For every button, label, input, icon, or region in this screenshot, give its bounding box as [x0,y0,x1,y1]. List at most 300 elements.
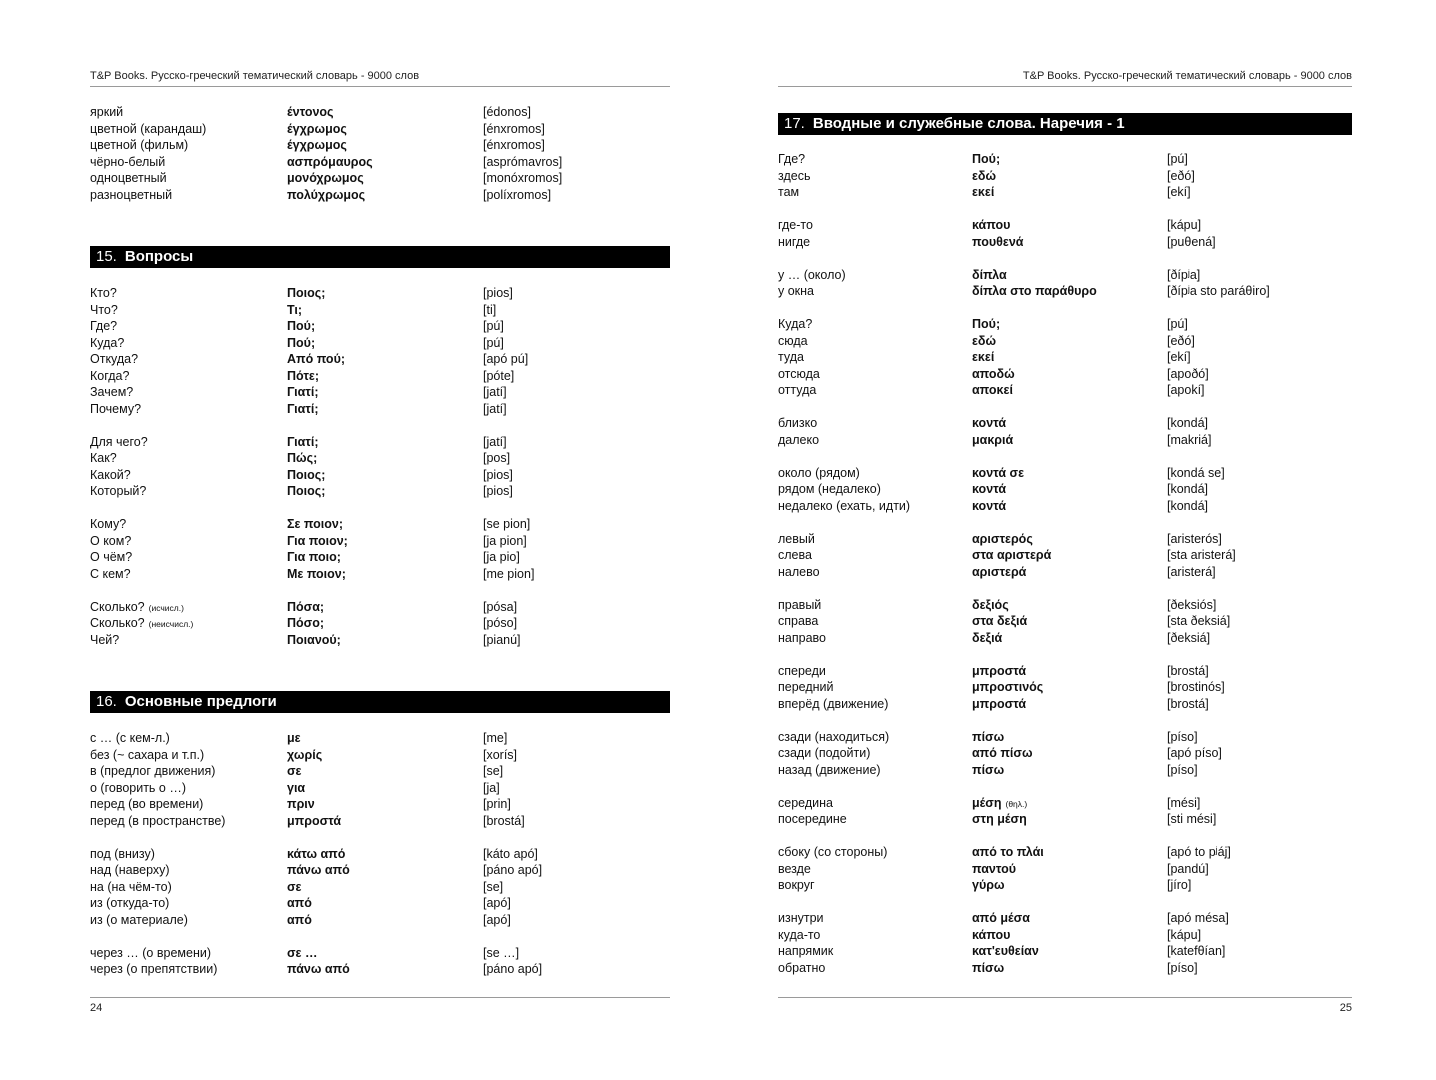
transcription: [apó] [483,896,511,910]
word-entry [90,335,670,352]
greek-word: κάπου [972,927,1011,942]
greek-word: στη μέση [972,812,1027,826]
transcription: [se] [483,764,504,778]
transcription: [pú] [483,319,504,333]
word-entry [90,351,670,368]
russian-word: с … (с кем-л.) [90,731,170,745]
russian-word: там [778,185,800,199]
transcription: [píso] [1167,960,1198,975]
russian-word: через … (о времени) [90,945,211,960]
russian-word: левый [778,531,815,546]
greek-word: Πόσο; [287,616,325,630]
russian-word: Куда? [778,317,813,331]
russian-word: Зачем? [90,385,134,399]
greek-word: Πού; [972,317,1001,331]
word-entry [90,945,670,962]
russian-word: Как? [90,451,117,465]
word-entry [778,762,1352,779]
transcription: [pósa] [483,599,518,614]
word-entry [778,679,1352,696]
russian-word: на (на чём-то) [90,879,172,894]
word-entry [778,366,1352,383]
word-entry [778,234,1352,251]
greek-word: εδώ [972,333,997,348]
section-header-15 [90,246,670,268]
greek-word: Γιατί; [287,434,319,449]
gender-note: (θηλ.) [1005,798,1028,809]
word-entry [778,943,1352,960]
russian-word: недалеко (ехать, идти) [778,498,911,513]
russian-word: без (~ сахара и т.п.) [90,747,205,762]
word-entry [90,763,670,780]
russian-word: назад (движение) [778,762,881,777]
word-entry [90,615,670,632]
word-entry [778,415,1352,432]
word-entry [778,844,1352,861]
word-entry [778,877,1352,894]
greek-word: αριστερά [972,564,1027,579]
greek-word: για [287,780,306,795]
greek-word: ασπρόμαυρος [287,154,373,169]
word-entry [778,432,1352,449]
russian-word: сзади (подойти) [778,746,871,760]
word-entry [90,730,670,747]
russian-word: Откуда? [90,352,139,366]
greek-word: πολύχρωμος [287,187,366,202]
transcription: [apó] [483,912,511,927]
greek-word: Γιατί; [287,385,319,399]
transcription: [makriá] [1167,432,1212,447]
greek-word: πίσω [972,762,1005,777]
word-list-section-17 [778,151,1352,976]
transcription: [páno apó] [483,863,543,877]
russian-word: направо [778,630,826,645]
greek-word: από πίσω [972,746,1033,760]
greek-word: Για ποιον; [287,533,348,548]
word-entry [778,597,1352,614]
greek-word: Πότε; [287,368,319,383]
greek-word: κοντά σε [972,465,1025,480]
transcription: [katefθían] [1167,944,1226,958]
greek-word: από [287,912,312,927]
transcription: [sta ðeksiá] [1167,614,1231,628]
russian-word: изнутри [778,911,824,925]
transcription: [pú] [483,335,504,350]
word-entry [90,483,670,500]
word-entry [778,184,1352,201]
greek-word: μπροστινός [972,680,1044,694]
russian-word: Кто? [90,286,117,300]
russian-word-with-note [90,615,193,633]
word-entry [90,137,670,154]
word-entry [90,384,670,401]
word-entry [90,813,670,830]
greek-word: πίσω [972,729,1005,744]
transcription: [pandú] [1167,861,1209,876]
greek-word: Γιατί; [287,401,319,416]
russian-word: о (говорить о …) [90,780,187,795]
word-entry [778,465,1352,482]
russian-word: Сколько? [90,599,145,614]
transcription: [pos] [483,451,511,465]
word-entry [778,283,1352,300]
right-page [718,0,1436,1080]
russian-word: отсюда [778,366,820,381]
russian-word: в (предлог движения) [90,764,216,778]
russian-word: налево [778,564,820,579]
russian-word: Который? [90,484,147,498]
word-entry [90,599,670,616]
russian-word: близко [778,416,818,430]
greek-word: Ποιος; [287,484,326,498]
section-number: 15. [96,248,117,265]
word-entry [90,961,670,978]
greek-word: σε [287,879,302,894]
russian-word: яркий [90,105,124,119]
greek-word: παντού [972,861,1017,876]
transcription: [me pion] [483,566,535,581]
russian-word: перед (во времени) [90,797,204,811]
transcription: [pios] [483,286,513,300]
page-number: 24 [90,1002,103,1014]
greek-word: έγχρωμος [287,121,347,136]
russian-word: С кем? [90,566,131,581]
greek-word: δίπλα [972,267,1007,282]
word-entry [778,795,1352,812]
word-entry [90,912,670,929]
transcription: [ekí] [1167,185,1191,199]
word-entry [90,401,670,418]
greek-word: χωρίς [287,747,323,762]
transcription: [póso] [483,616,518,630]
transcription: [se] [483,879,504,894]
word-entry [90,632,670,649]
word-entry [778,481,1352,498]
transcription: [asprómavros] [483,154,563,169]
transcription: [jíro] [1167,878,1192,892]
running-head: T&P Books. Русско-греческий тематический словарь - 9000 слов [1022,70,1352,82]
word-entry [90,154,670,171]
greek-word: εδώ [972,168,997,183]
word-entry [778,910,1352,927]
transcription: [políxromos] [483,187,552,202]
greek-word: Πού; [287,319,316,333]
word-entry [90,450,670,467]
transcription: [ðeksiá] [1167,630,1211,645]
word-entry [90,467,670,484]
russian-word: Какой? [90,467,131,482]
transcription: [apó mésa] [1167,911,1229,925]
greek-word: κάτω από [287,846,346,861]
word-entry [90,846,670,863]
russian-word: Куда? [90,335,125,350]
russian-word: куда-то [778,927,821,942]
word-entry [778,547,1352,564]
greek-word: κατ'ευθείαν [972,944,1039,958]
page-number: 25 [1339,1002,1352,1014]
greek-word: δεξιός [972,597,1009,612]
greek-word: πάνω από [287,962,350,976]
russian-word: напрямик [778,944,834,958]
word-entry [778,861,1352,878]
word-entry [778,696,1352,713]
section-header-16 [90,691,670,713]
transcription: [sti mési] [1167,812,1217,826]
word-entry [778,531,1352,548]
greek-word: μονόχρωμος [287,171,364,185]
section-title: Вопросы [124,248,194,265]
transcription: [brostinós] [1167,680,1225,694]
greek-word: έντονος [287,105,334,119]
word-entry [778,613,1352,630]
running-head: T&P Books. Русско-греческий тематический словарь - 9000 слов [90,70,420,82]
word-entry [90,533,670,550]
transcription: [aristerá] [1167,564,1216,579]
greek-word: Πώς; [287,451,318,465]
russian-word: из (о материале) [90,912,188,927]
greek-word: αποκεί [972,383,1013,397]
transcription: [apó píso] [1167,746,1222,760]
word-entry [90,747,670,764]
transcription: [pú] [1167,152,1188,166]
transcription: [aristerós] [1167,531,1222,546]
greek-word: Ποιος; [287,467,326,482]
word-entry [778,498,1352,515]
greek-word: πουθενά [972,234,1024,249]
word-entry [90,566,670,583]
word-entry [90,796,670,813]
transcription: [puθená] [1167,234,1216,249]
word-entry [90,516,670,533]
header-rule [90,86,670,87]
greek-word: Για ποιο; [287,550,341,564]
word-entry [90,879,670,896]
greek-word: στα δεξιά [972,614,1028,628]
russian-word: посередине [778,812,847,826]
russian-word-with-note [90,599,184,617]
transcription: [sta aristerá] [1167,548,1236,562]
russian-word: Для чего? [90,434,148,449]
transcription: [kondá] [1167,416,1209,430]
word-entry [90,862,670,879]
russian-word: оттуда [778,383,817,397]
transcription: [apó to pʲáj] [1167,845,1231,859]
russian-word: сзади (находиться) [778,729,890,744]
transcription: [póte] [483,368,515,383]
word-entry [778,630,1352,647]
word-entry [778,316,1352,333]
transcription: [píso] [1167,729,1198,744]
word-entry [778,168,1352,185]
russian-word: спереди [778,663,826,678]
russian-word: около (рядом) [778,465,860,480]
transcription: [kondá] [1167,498,1209,513]
transcription: [ja pio] [483,550,520,564]
word-entry [778,151,1352,168]
greek-word: μπροστά [287,813,342,828]
greek-word: μπροστά [972,663,1027,678]
russian-word: сбоку (со стороны) [778,845,888,859]
footer-rule [778,997,1352,998]
word-list-section-16 [90,730,670,978]
greek-word: πάνω από [287,863,350,877]
section-number: 16. [96,693,117,710]
word-entry [778,349,1352,366]
russian-word: Когда? [90,368,130,383]
greek-word: Από πού; [287,352,346,366]
transcription: [monóxromos] [483,171,563,185]
russian-word: О чём? [90,550,133,564]
greek-word: Ποιος; [287,286,326,300]
transcription: [prin] [483,797,511,811]
russian-word: справа [778,614,819,628]
transcription: [páno apó] [483,962,543,976]
word-entry [778,960,1352,977]
transcription: [ja pion] [483,533,527,548]
transcription: [ðeksiós] [1167,597,1217,612]
greek-word: από μέσα [972,911,1030,925]
russian-word: середина [778,795,833,810]
usage-note: (неисчисл.) [148,619,194,629]
russian-word: сюда [778,333,808,348]
greek-word: Πού; [972,152,1001,166]
greek-word: από το πλάι [972,845,1044,859]
russian-word: вокруг [778,878,815,892]
russian-word: Кому? [90,517,127,531]
greek-word: από [287,896,312,910]
transcription: [apó pú] [483,352,529,366]
russian-word: здесь [778,168,811,183]
word-entry [90,104,670,121]
greek-word: σε [287,764,302,778]
greek-word: εκεί [972,185,995,199]
greek-word-with-note [972,795,1027,813]
transcription: [pianú] [483,632,521,647]
russian-word: у окна [778,284,814,298]
greek-word: μπροστά [972,696,1027,711]
transcription: [jatí] [483,434,507,449]
transcription: [kondá se] [1167,465,1225,480]
transcription: [ekí] [1167,350,1191,364]
word-entry [778,217,1352,234]
footer-rule [90,997,670,998]
greek-word: δίπλα στο παράθυρο [972,284,1097,298]
greek-word: αποδώ [972,366,1015,381]
transcription: [pios] [483,484,513,498]
greek-word: στα αριστερά [972,548,1052,562]
greek-word: Πού; [287,335,316,350]
word-entry [778,663,1352,680]
russian-word: рядом (недалеко) [778,482,881,496]
russian-word: Почему? [90,401,142,416]
russian-word: передний [778,680,834,694]
russian-word: туда [778,350,804,364]
transcription: [eðó] [1167,168,1195,183]
word-entry [778,729,1352,746]
transcription: [mési] [1167,795,1201,810]
greek-word: αριστερός [972,531,1033,546]
word-list-section-15 [90,285,670,648]
greek-word: σε … [287,945,318,960]
russian-word: О ком? [90,533,132,548]
transcription: [kápu] [1167,218,1202,232]
russian-word: Сколько? [90,616,145,630]
russian-word: где-то [778,218,813,232]
greek-word: δεξιά [972,630,1003,645]
greek-word: Τι; [287,302,303,317]
word-entry [90,368,670,385]
russian-word: под (внизу) [90,846,155,861]
transcription: [jatí] [483,385,507,399]
russian-word: слева [778,548,812,562]
transcription: [kondá] [1167,482,1209,496]
word-entry [90,434,670,451]
greek-word: εκεί [972,350,995,364]
word-entry [778,564,1352,581]
word-entry [90,285,670,302]
transcription: [se …] [483,945,520,960]
greek-word: μακριά [972,432,1014,447]
word-entry [778,382,1352,399]
greek-word: Με ποιον; [287,566,346,581]
transcription: [xorís] [483,747,518,762]
transcription: [apoðó] [1167,366,1209,381]
transcription: [ja] [483,780,500,795]
russian-word: из (откуда-то) [90,896,170,910]
russian-word: нигде [778,234,811,249]
word-entry [90,187,670,204]
transcription: [énxromos] [483,138,545,152]
russian-word: Где? [90,319,118,333]
word-entry [90,895,670,912]
transcription: [édonos] [483,105,531,119]
transcription: [eðó] [1167,333,1195,348]
word-entry [90,170,670,187]
transcription: [pú] [1167,317,1188,331]
transcription: [káto apó] [483,846,538,861]
greek-word: γύρω [972,878,1005,892]
greek-word: πριν [287,797,315,811]
russian-word: Что? [90,302,118,317]
greek-word: Ποιανού; [287,632,341,647]
word-entry [90,318,670,335]
header-rule [778,86,1352,87]
word-entry [778,267,1352,284]
russian-word: через (о препятствии) [90,962,218,976]
russian-word: над (наверху) [90,863,170,877]
greek-word: κοντά [972,416,1007,430]
greek-word: κοντά [972,498,1007,513]
word-entry [90,121,670,138]
transcription: [ðípʲa sto paráθiro] [1167,284,1270,298]
russian-word: далеко [778,432,820,447]
word-entry [90,780,670,797]
word-entry [778,745,1352,762]
greek-word: μέση [972,795,1002,810]
greek-word: κάπου [972,218,1011,232]
transcription: [píso] [1167,762,1198,777]
russian-word: цветной (карандаш) [90,121,207,136]
section-title: Вводные и служебные слова. Наречия - 1 [812,115,1125,132]
word-list-top [90,104,670,203]
russian-word: разноцветный [90,187,173,202]
transcription: [brostá] [1167,663,1209,678]
greek-word: πίσω [972,960,1005,975]
greek-word: Πόσα; [287,599,325,614]
transcription: [se pion] [483,517,531,531]
transcription: [kápu] [1167,927,1202,942]
greek-word: κοντά [972,482,1007,496]
